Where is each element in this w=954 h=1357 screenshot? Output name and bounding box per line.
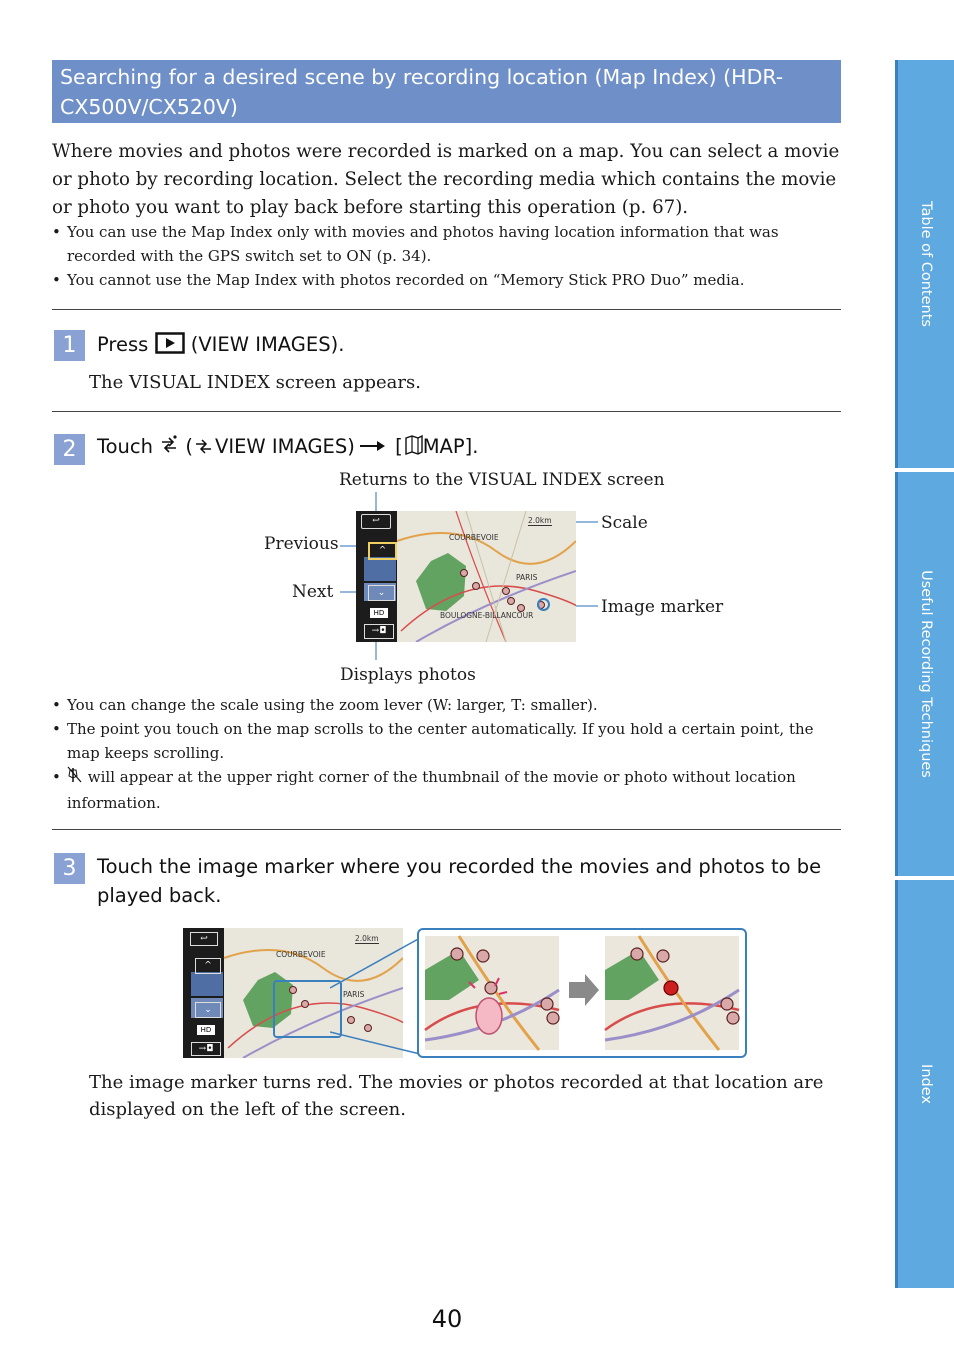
tip-item — [52, 765, 842, 815]
map-label-paris: PARIS — [343, 990, 365, 999]
step-3-result: The image marker turns red. The movies or photos recorded at that location are displayed on the left of the screen. — [89, 1072, 824, 1120]
previous-button[interactable]: ^ — [195, 958, 221, 974]
page-number: 40 — [431, 1305, 463, 1333]
step-1-result: The VISUAL INDEX screen appears. — [89, 372, 421, 393]
callout-previous: Previous — [264, 534, 339, 554]
step-3-number: 3 — [54, 853, 85, 884]
displays-photos-button[interactable]: →◘ — [191, 1042, 221, 1056]
displays-photos-button[interactable]: →◘ — [364, 624, 394, 639]
zoom-connector — [330, 928, 430, 1058]
side-tab-table-of-contents[interactable] — [895, 60, 954, 468]
map-scale: 2.0km — [528, 516, 552, 525]
callout-scale: Scale — [601, 513, 648, 533]
next-button[interactable]: ⌄ — [195, 1002, 221, 1018]
map-scale: 2.0km — [355, 934, 379, 943]
callout-returns: Returns to the VISUAL INDEX screen — [339, 470, 665, 490]
step-3-heading: Touch the image marker where you recorded the movies and photos to be played back. — [97, 855, 822, 907]
step-2-text: Touch — [97, 435, 160, 458]
map-index-screen — [356, 511, 576, 642]
step-2-view-images: VIEW IMAGES) — [214, 435, 355, 458]
map-label-courbevoie: COURBEVOIE — [276, 950, 326, 959]
note-item: • You cannot use the Map Index with photos recorded on “Memory Stick PRO Duo” media. — [52, 268, 842, 292]
step-2-bracket: [ — [388, 435, 403, 458]
step-2-number: 2 — [54, 434, 85, 465]
intro-paragraph: Where movies and photos were recorded is marked on a map. You can select a movie or photo by recording location. Select the recording media which contains the movie or photo you want to play back before starting this operation (p. 67). — [52, 141, 840, 218]
tip-text: will appear at the upper right corner of the thumbnail of the movie or photo without location information. — [67, 768, 796, 812]
previous-button[interactable]: ^ — [368, 542, 397, 560]
tips-list — [52, 693, 842, 815]
tip-item: • The point you touch on the map scrolls to the center automatically. If you hold a certain point, the map keeps scrolling. — [52, 717, 842, 765]
callout-displays-photos: Displays photos — [340, 665, 476, 685]
map-label-courbevoie: COURBEVOIE — [449, 533, 499, 542]
divider — [52, 829, 841, 830]
side-tab-useful-recording-techniques[interactable] — [895, 472, 954, 876]
hd-badge: HD — [370, 608, 388, 618]
page-title: Searching for a desired scene by recording location (Map Index) (HDR-CX500V/CX520V) — [60, 65, 784, 119]
return-button[interactable]: ↩ — [361, 514, 391, 529]
tip-item: • You can change the scale using the zoom lever (W: larger, T: smaller). — [52, 693, 842, 717]
no-location-icon — [67, 766, 83, 791]
step-2-paren: ( — [179, 435, 193, 458]
callout-image-marker: Image marker — [601, 597, 724, 617]
side-tab-label: Table of Contents — [918, 201, 934, 327]
next-button[interactable]: ⌄ — [368, 585, 395, 601]
return-button[interactable]: ↩ — [190, 932, 218, 946]
image-marker-highlight[interactable] — [537, 598, 550, 611]
callout-next: Next — [292, 582, 334, 602]
step-1-text: Press — [97, 333, 155, 356]
step-1-text-end: (VIEW IMAGES). — [184, 333, 345, 356]
side-tab-label: Index — [918, 1064, 934, 1104]
map-label-boulogne: BOULOGNE-BILLANCOUR — [440, 611, 534, 620]
zoom-panel — [417, 928, 747, 1058]
step-1-number: 1 — [54, 330, 85, 361]
map-label-paris: PARIS — [516, 573, 538, 582]
side-tab-index[interactable] — [895, 880, 954, 1288]
side-tab-label: Useful Recording Techniques — [918, 570, 934, 778]
step-2-map: MAP]. — [422, 435, 479, 458]
hd-badge: HD — [197, 1025, 215, 1035]
note-item: • You can use the Map Index only with movies and photos having location information that was recorded with the GPS switch set to ON (p. 34). — [52, 220, 842, 268]
